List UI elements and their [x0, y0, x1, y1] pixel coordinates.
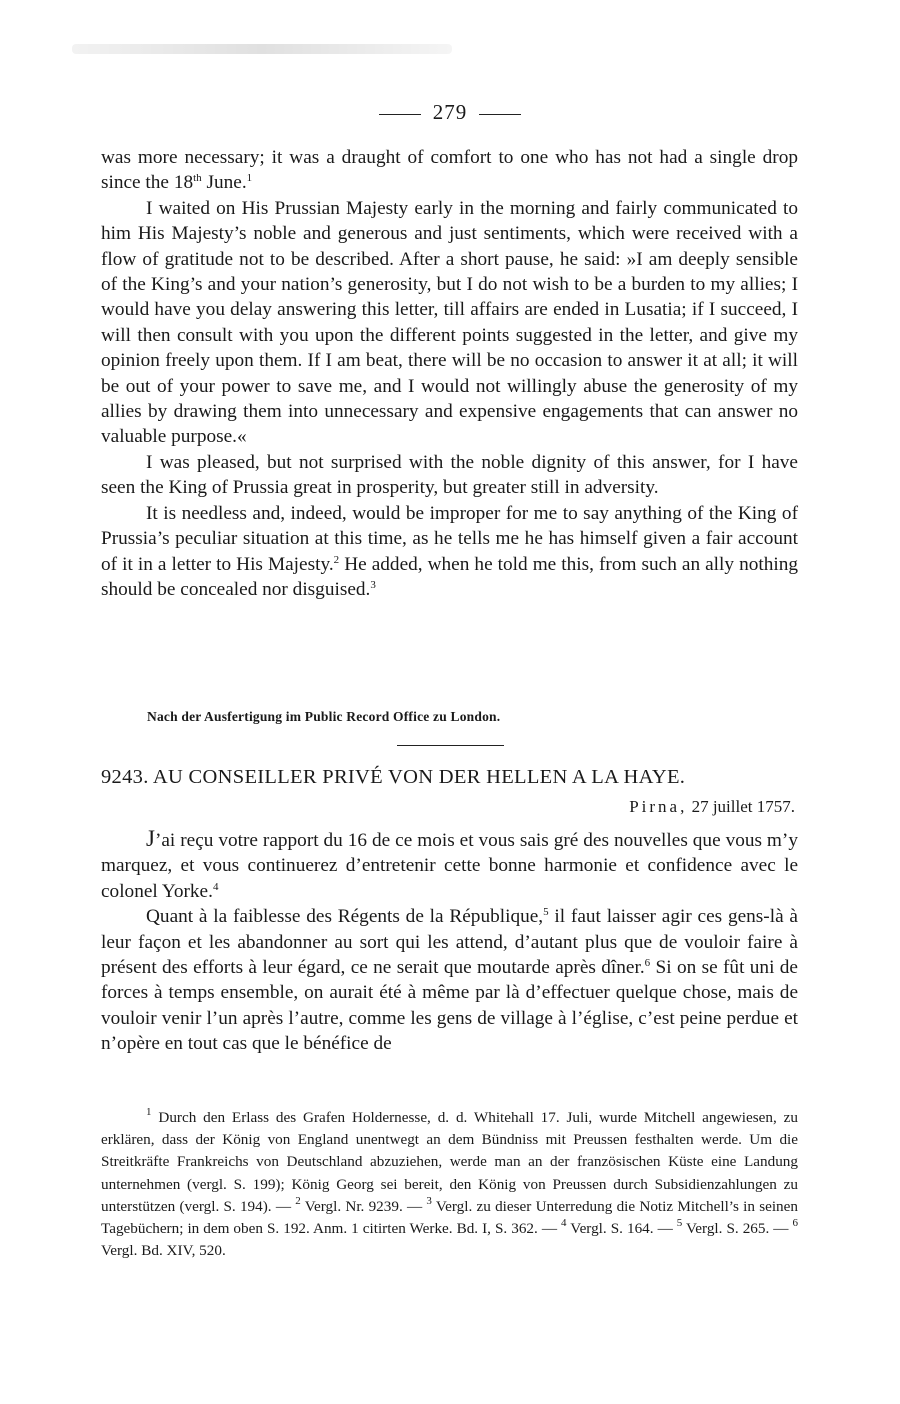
document-heading — [101, 766, 801, 789]
paper-smudge — [72, 44, 452, 54]
paragraph: Quant à la faiblesse des Régents de la République,$^5$ il faut laisser agir ces gens-là à leur façon et les abandonner au sort qui les attend, d’autant plus que de vouloir faire à présent des efforts à leur égard, ce ne serait que moutarde après dîner.$^6$ Si on se fût uni de forces à temps ensemble, on aurait été à même par là d’effectuer quelque chose, mais de vouloir venir l’un après l’autre, comme les gens de village à l’église, c’est peine perdue et n’opère en tout cas que le bénéfice de — [101, 906, 798, 1055]
dateline-date: 27 juillet 1757. — [691, 797, 795, 816]
footnote-ref: 6 — [644, 957, 651, 970]
paragraph: I was pleased, but not surprised with the noble dignity of this answer, for I have seen the King of Prussia great in prosperity, but greater still in adversity. — [101, 451, 798, 499]
footnote-paragraph: $^1$ Durch den Erlass des Grafen Holdernesse, d. d. Whitehall 17. Juli, wurde Mitchell angewiesen, zu erklären, dass der König von England unentwegt an dem Bündniss mit Preussen festhalten werde. Um die Streitkräfte Frankreichs von Deutschland abzuziehen, werde man an der französischen Küste eine Landung unternehmen (vergl. S. 199); König Georg sei bereit, den König von Preussen durch Subsidienzahlungen zu unterstützen (vergl. S. 194). — $^2$ Vergl. Nr. 9239. — $^3$ Vergl. zu dieser Unterredung die Notiz Mitchell’s in seinen Tagebüchern; in dem oben S. 192. Anm. 1 citirten Werke. Bd. I, S. 362. — $^4$ Vergl. S. 164. — $^5$ Vergl. S. 265. — $^6$ Vergl. Bd. XIV, 520. — [101, 1106, 799, 1260]
footnote-ref: 1 — [246, 172, 253, 185]
page-number: 279 — [432, 100, 468, 124]
document-body — [101, 826, 798, 1057]
footnote-ref: 3 — [370, 578, 376, 591]
page-header — [0, 100, 900, 125]
header-dash-left — [379, 114, 421, 115]
document-number: 9243. — [101, 766, 149, 788]
document-title: AU CONSEILLER PRIVÉ VON DER HELLEN A LA HAYE. — [152, 766, 686, 788]
footnote-ref: 4 — [212, 880, 219, 893]
section-divider — [397, 745, 504, 746]
paragraph: I waited on His Prussian Majesty early in the morning and fairly communicated to him His Majesty’s noble and generous and just sentiments, which were received with a flow of gratitude not to be described. After a short pause, he said: »I am deeply sensible of the King’s and your nation’s generosity, but I do not wish to be a burden to my allies; I would have you delay answering this letter, till affairs are ended in Lusatia; if I succeed, I will then consult with you upon the different points suggested in the letter, and give my opinion freely upon them. If I am beat, there will be no occasion to answer it at all; it will be out of your power to save me, and I would not willingly abuse the generosity of my allies by drawing them into unnecessary and expensive engagements that can answer no valuable purpose.« — [101, 197, 798, 448]
dateline — [629, 797, 795, 817]
paragraph: It is needless and, indeed, would be improper for me to say anything of the King of Prussia’s peculiar situation at this time, as he tells me he has himself given a fair account of it in a letter to His Majesty.$^2$ He added, when he told me this, from such an ally nothing should be concealed nor disguised.$^3$ — [101, 502, 798, 600]
footnotes — [101, 1107, 798, 1262]
footnote-ref: 2 — [333, 553, 340, 566]
dateline-place: Pirna, — [629, 797, 688, 816]
footnote-ref: 5 — [543, 906, 549, 919]
letter-continuation — [101, 145, 798, 602]
source-note: Nach der Ausfertigung im Public Record Office zu London. — [147, 709, 501, 724]
header-dash-right — [479, 114, 521, 115]
paragraph: was more necessary; it was a draught of comfort to one who has not had a single drop since the 18th June.$^1$ — [101, 147, 798, 194]
paragraph: J’ai reçu votre rapport du 16 de ce mois et vous sais gré des nouvelles que vous m’y marquez, et vous continuerez d’entretenir cette bonne harmonie et confidence avec le colonel Yorke.$^4$ — [101, 826, 798, 902]
